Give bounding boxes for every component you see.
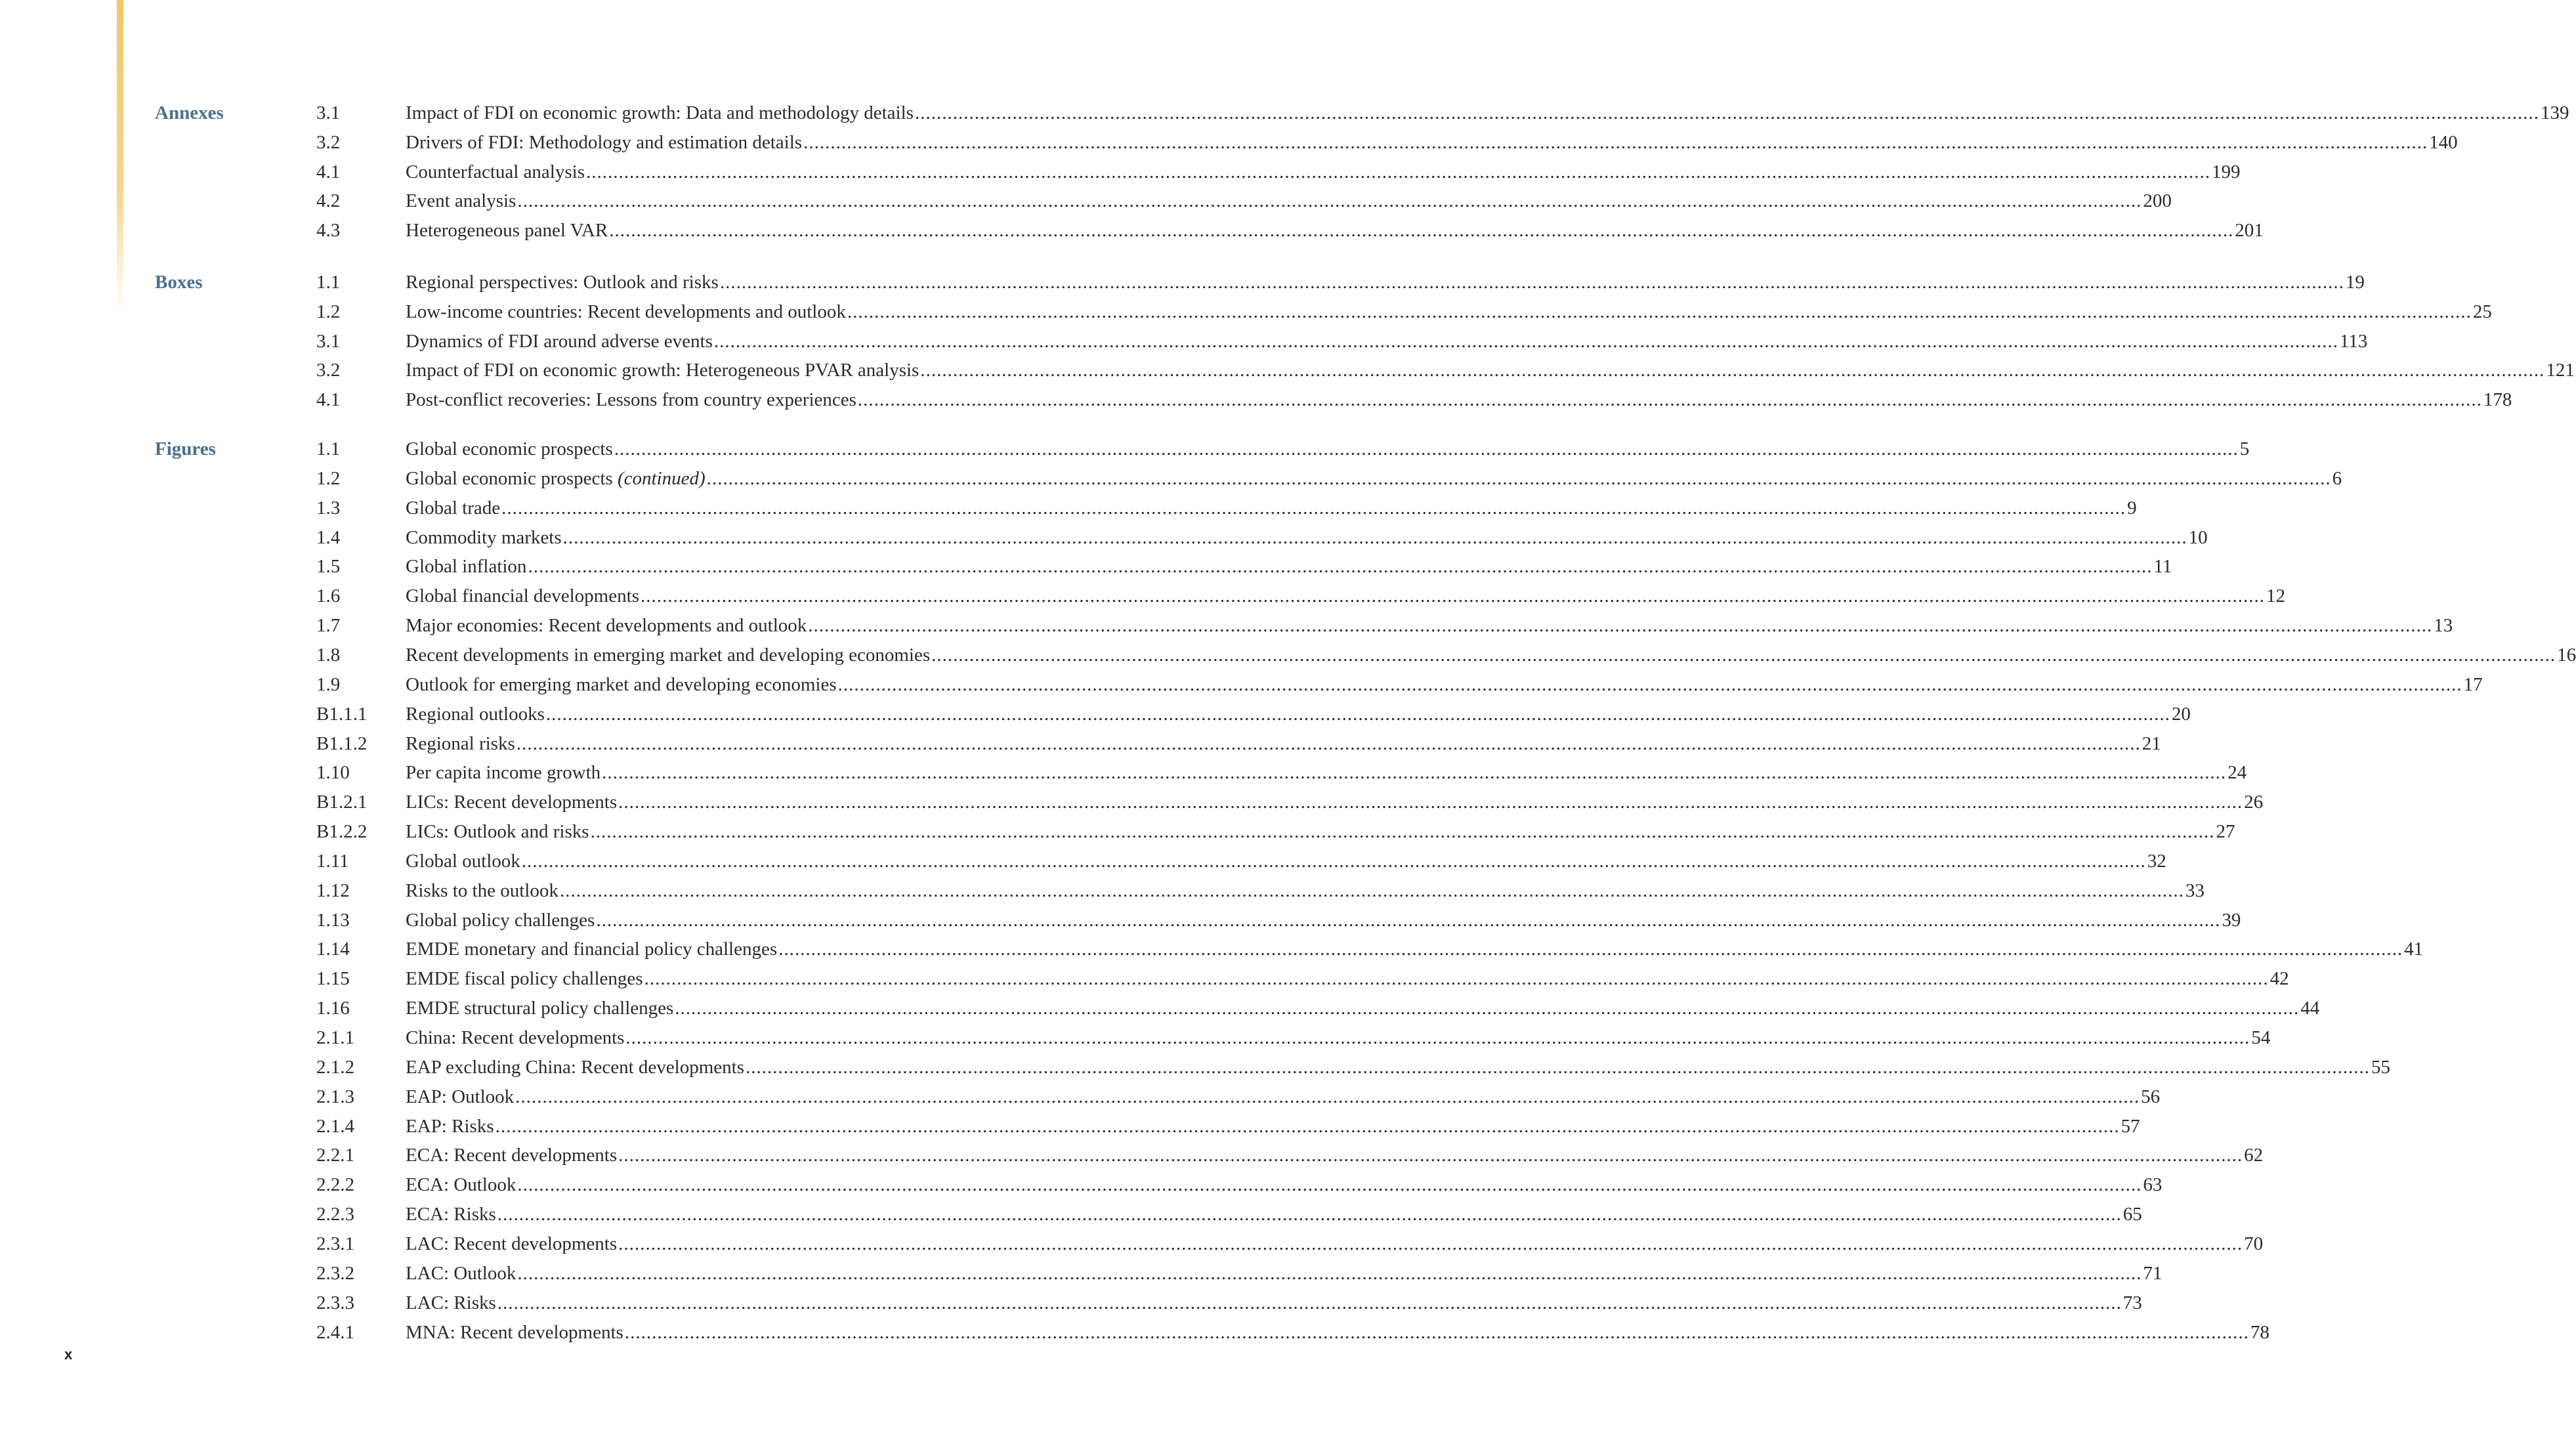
entry-number: B1.2.1 xyxy=(316,792,368,813)
entry-title xyxy=(406,1318,623,1348)
dot-leader: ............................................................................................................................................................................................................................................................................................................ xyxy=(596,909,2221,931)
entry-number: 1.12 xyxy=(316,880,350,901)
dot-leader: ............................................................................................................................................................................................................................................................................................................ xyxy=(517,1174,2142,1196)
entry-number: 1.3 xyxy=(316,497,341,519)
entry-title xyxy=(406,128,802,158)
entry-title-text: EAP: Outlook xyxy=(406,1086,515,1107)
entry-title xyxy=(406,964,643,994)
entry-number: 2.1.4 xyxy=(316,1115,354,1137)
dot-leader: ............................................................................................................................................................................................................................................................................................................ xyxy=(713,330,2338,352)
entry-page-number: 33 xyxy=(2185,880,2205,901)
entry-page-number: 11 xyxy=(2153,556,2172,578)
entry-page-number: 200 xyxy=(2143,190,2172,212)
dot-leader: ............................................................................................................................................................................................................................................................................................................ xyxy=(497,1292,2122,1313)
entry-page-number: 121 xyxy=(2546,360,2575,381)
entry-title xyxy=(406,1200,496,1229)
entry-title xyxy=(406,158,585,187)
entry-line xyxy=(406,1259,2163,1288)
toc-entry[interactable] xyxy=(0,186,2172,216)
entry-line xyxy=(406,1229,2264,1259)
entry-title-text: LAC: Outlook xyxy=(406,1262,517,1284)
entry-title xyxy=(406,523,562,553)
entry-line xyxy=(406,523,2208,553)
dot-leader: ............................................................................................................................................................................................................................................................................................................ xyxy=(706,467,2331,489)
entry-page-number: 54 xyxy=(2251,1027,2271,1048)
entry-page-number: 39 xyxy=(2222,909,2241,931)
entry-number: 1.11 xyxy=(316,850,349,872)
entry-number: 2.1.2 xyxy=(316,1056,354,1078)
dot-leader: ............................................................................................................................................................................................................................................................................................................ xyxy=(624,1321,2249,1343)
toc-entry[interactable] xyxy=(0,1259,2163,1288)
entry-number: 2.2.3 xyxy=(316,1204,354,1225)
toc-entry[interactable] xyxy=(0,1023,2271,1053)
toc-entry[interactable] xyxy=(0,158,2241,187)
toc-entry[interactable] xyxy=(0,670,2483,700)
entry-title-text: Global trade xyxy=(406,497,501,519)
entry-title-text: Dynamics of FDI around adverse events xyxy=(406,330,713,352)
entry-page-number: 65 xyxy=(2122,1204,2142,1225)
dot-leader: ............................................................................................................................................................................................................................................................................................................ xyxy=(517,1262,2142,1284)
entry-title-text: Commodity markets xyxy=(406,526,562,548)
entry-title xyxy=(406,1112,494,1141)
entry-number: 4.1 xyxy=(316,389,341,411)
entry-title xyxy=(406,729,515,759)
entry-line xyxy=(406,758,2247,788)
dot-leader: ............................................................................................................................................................................................................................................................................................................ xyxy=(559,880,2184,901)
entry-page-number: 16 xyxy=(2557,644,2576,666)
toc-entry[interactable] xyxy=(0,582,2285,611)
entry-title-text: EMDE structural policy challenges xyxy=(406,998,674,1019)
entry-line xyxy=(406,582,2285,611)
entry-title xyxy=(406,1023,624,1053)
entry-line xyxy=(406,327,2368,356)
entry-number: 3.1 xyxy=(316,330,341,352)
entry-page-number: 55 xyxy=(2371,1056,2390,1078)
entry-title-text: EMDE fiscal policy challenges xyxy=(406,968,643,990)
entry-number: 1.9 xyxy=(316,673,341,695)
dot-leader: ............................................................................................................................................................................................................................................................................................................ xyxy=(640,585,2265,607)
entry-title xyxy=(406,1053,744,1082)
entry-page-number: 56 xyxy=(2141,1086,2161,1107)
entry-page-number: 113 xyxy=(2339,330,2368,352)
entry-page-number: 139 xyxy=(2540,102,2569,123)
toc-entry[interactable] xyxy=(0,964,2289,994)
entry-page-number: 13 xyxy=(2434,615,2453,637)
entry-title-text: ECA: Risks xyxy=(406,1204,496,1225)
entry-title-text: LICs: Recent developments xyxy=(406,792,618,813)
entry-title-text: Global inflation xyxy=(406,556,527,578)
entry-title-text: Drivers of FDI: Methodology and estimation details xyxy=(406,131,803,153)
entry-title xyxy=(406,582,639,611)
entry-title-text: Post-conflict recoveries: Lessons from country experiences xyxy=(406,389,856,411)
entry-page-number: 44 xyxy=(2300,998,2320,1019)
entry-title xyxy=(406,847,520,876)
entry-title-text: Global financial developments xyxy=(406,585,639,607)
dot-leader: ............................................................................................................................................................................................................................................................................................................ xyxy=(521,850,2146,872)
entry-number: 1.1 xyxy=(316,438,341,459)
entry-title xyxy=(406,356,919,385)
dot-leader: ............................................................................................................................................................................................................................................................................................................ xyxy=(920,360,2545,381)
toc-entry[interactable] xyxy=(0,464,2342,494)
dot-leader: ............................................................................................................................................................................................................................................................................................................ xyxy=(644,968,2269,990)
entry-title xyxy=(406,641,930,670)
entry-number: 4.1 xyxy=(316,161,341,182)
entry-title-text: Global economic prospects xyxy=(406,467,613,489)
toc-entry[interactable] xyxy=(0,817,2235,847)
entry-line xyxy=(406,1200,2142,1229)
entry-number: 1.8 xyxy=(316,644,341,666)
entry-line xyxy=(406,435,2250,464)
entry-page-number: 27 xyxy=(2216,821,2235,843)
entry-line xyxy=(406,729,2161,759)
entry-title xyxy=(406,817,589,847)
entry-number: 1.6 xyxy=(316,585,341,607)
entry-line xyxy=(406,847,2166,876)
entry-number: 1.4 xyxy=(316,526,341,548)
entry-line xyxy=(406,670,2483,700)
entry-line xyxy=(406,1170,2163,1200)
entry-page-number: 26 xyxy=(2244,792,2264,813)
toc-entry[interactable] xyxy=(0,327,2368,356)
entry-title xyxy=(406,435,613,464)
toc-entry[interactable] xyxy=(0,1082,2161,1112)
entry-line xyxy=(406,297,2492,327)
entry-number: 2.3.1 xyxy=(316,1233,354,1254)
dot-leader: ............................................................................................................................................................................................................................................................................................................ xyxy=(562,526,2187,548)
entry-line xyxy=(406,186,2172,216)
dot-leader: ............................................................................................................................................................................................................................................................................................................ xyxy=(618,1233,2243,1254)
dot-leader: ............................................................................................................................................................................................................................................................................................................ xyxy=(495,1115,2120,1137)
entry-title xyxy=(406,906,595,935)
entry-number: 2.2.2 xyxy=(316,1174,354,1196)
toc-entry[interactable] xyxy=(0,523,2208,553)
entry-number: 4.2 xyxy=(316,190,341,212)
dot-leader: ............................................................................................................................................................................................................................................................................................................ xyxy=(618,792,2243,813)
dot-leader: ............................................................................................................................................................................................................................................................................................................ xyxy=(847,301,2472,322)
dot-leader: ............................................................................................................................................................................................................................................................................................................ xyxy=(586,161,2210,182)
entry-line xyxy=(406,268,2365,297)
entry-title xyxy=(406,1082,514,1112)
entry-page-number: 41 xyxy=(2404,939,2424,960)
entry-title xyxy=(406,788,617,817)
entry-title xyxy=(406,464,706,494)
entry-line xyxy=(406,98,2569,128)
entry-title xyxy=(406,876,559,906)
entry-title xyxy=(406,98,914,128)
entry-page-number: 63 xyxy=(2143,1174,2163,1196)
entry-title-text: China: Recent developments xyxy=(406,1027,625,1048)
entry-page-number: 57 xyxy=(2121,1115,2140,1137)
entry-title xyxy=(406,1259,516,1288)
dot-leader: ............................................................................................................................................................................................................................................................................................................ xyxy=(719,272,2344,293)
entry-number: 3.2 xyxy=(316,131,341,153)
entry-title xyxy=(406,700,545,729)
entry-number: 1.13 xyxy=(316,909,350,931)
entry-title xyxy=(406,1288,496,1318)
entry-title-text: Regional risks xyxy=(406,733,515,754)
entry-line xyxy=(406,552,2172,582)
toc-entry[interactable] xyxy=(0,494,2137,523)
entry-page-number: 201 xyxy=(2235,220,2264,242)
toc-entry[interactable] xyxy=(0,297,2492,327)
toc-entry[interactable] xyxy=(0,268,2365,297)
entry-title xyxy=(406,670,837,700)
entry-line xyxy=(406,1141,2264,1170)
entry-number: 1.5 xyxy=(316,556,341,578)
dot-leader: ............................................................................................................................................................................................................................................................................................................ xyxy=(618,1145,2243,1166)
entry-title-text: EAP: Risks xyxy=(406,1115,494,1137)
entry-title-text: EAP excluding China: Recent developments xyxy=(406,1056,744,1078)
entry-title-text: Regional perspectives: Outlook and risks xyxy=(406,272,719,293)
entry-number: 1.1 xyxy=(316,272,341,293)
entry-line xyxy=(406,494,2137,523)
entry-title-text: LAC: Risks xyxy=(406,1292,496,1313)
toc-entry[interactable] xyxy=(0,641,2576,670)
entry-title-text: Impact of FDI on economic growth: Data and methodology details xyxy=(406,102,914,123)
entry-number: 1.14 xyxy=(316,939,350,960)
entry-title-text: Risks to the outlook xyxy=(406,880,559,901)
entry-page-number: 62 xyxy=(2244,1145,2264,1166)
toc-entry[interactable] xyxy=(0,216,2264,245)
entry-page-number: 73 xyxy=(2122,1292,2142,1313)
dot-leader: ............................................................................................................................................................................................................................................................................................................ xyxy=(857,389,2482,411)
entry-line xyxy=(406,356,2575,385)
toc-entry[interactable] xyxy=(0,356,2575,385)
dot-leader: ............................................................................................................................................................................................................................................................................................................ xyxy=(516,733,2141,754)
entry-page-number: 19 xyxy=(2345,272,2365,293)
entry-title xyxy=(406,935,777,964)
entry-line xyxy=(406,216,2264,245)
toc-entry[interactable] xyxy=(0,1288,2142,1318)
entry-title xyxy=(406,297,846,327)
entry-number: B1.2.2 xyxy=(316,821,368,843)
dot-leader: ............................................................................................................................................................................................................................................................................................................ xyxy=(497,1204,2122,1225)
dot-leader: ............................................................................................................................................................................................................................................................................................................ xyxy=(745,1056,2370,1078)
entry-page-number: 10 xyxy=(2188,526,2208,548)
entry-title-text: Low-income countries: Recent developments and outlook xyxy=(406,301,846,322)
entry-line xyxy=(406,611,2453,641)
entry-title xyxy=(406,494,500,523)
dot-leader: ............................................................................................................................................................................................................................................................................................................ xyxy=(808,615,2433,637)
toc-entry[interactable] xyxy=(0,700,2191,729)
toc-entry[interactable] xyxy=(0,1200,2142,1229)
entry-line xyxy=(406,935,2424,964)
entry-line xyxy=(406,385,2512,415)
entry-page-number: 42 xyxy=(2270,968,2289,990)
entry-number: 3.1 xyxy=(316,102,341,123)
entry-title xyxy=(406,552,526,582)
entry-line xyxy=(406,1053,2390,1082)
entry-line xyxy=(406,906,2241,935)
entry-title-text: Event analysis xyxy=(406,190,517,212)
toc-entry[interactable] xyxy=(0,1141,2264,1170)
toc-entry[interactable] xyxy=(0,935,2424,964)
entry-title xyxy=(406,216,608,245)
entry-number: 1.16 xyxy=(316,998,350,1019)
toc-entry[interactable] xyxy=(0,1053,2390,1082)
dot-leader: ............................................................................................................................................................................................................................................................................................................ xyxy=(590,821,2215,843)
entry-number: 2.2.1 xyxy=(316,1145,354,1166)
entry-page-number: 12 xyxy=(2266,585,2285,607)
dot-leader: ............................................................................................................................................................................................................................................................................................................ xyxy=(675,998,2300,1019)
entry-line xyxy=(406,964,2289,994)
entry-title-text: Outlook for emerging market and developing economies xyxy=(406,673,837,695)
entry-number: 2.3.2 xyxy=(316,1262,354,1284)
entry-number: 3.2 xyxy=(316,360,341,381)
entry-number: 2.1.1 xyxy=(316,1027,354,1048)
toc-entry[interactable] xyxy=(0,847,2166,876)
entry-title-text: LAC: Recent developments xyxy=(406,1233,618,1254)
entry-title-text: Global outlook xyxy=(406,850,520,872)
entry-title-text: Per capita income growth xyxy=(406,762,601,784)
entry-title xyxy=(406,994,673,1023)
entry-title-text: Recent developments in emerging market and developing economies xyxy=(406,644,931,666)
entry-line xyxy=(406,817,2235,847)
entry-line xyxy=(406,1082,2161,1112)
dot-leader: ............................................................................................................................................................................................................................................................................................................ xyxy=(931,644,2556,666)
entry-page-number: 20 xyxy=(2171,703,2191,725)
section-heading: Annexes xyxy=(155,102,224,123)
entry-line xyxy=(406,641,2576,670)
entry-line xyxy=(406,128,2458,158)
entry-page-number: 178 xyxy=(2483,389,2512,411)
section-heading: Figures xyxy=(155,438,216,459)
entry-line xyxy=(406,1288,2142,1318)
entry-title-text: Impact of FDI on economic growth: Heterogeneous PVAR analysis xyxy=(406,360,919,381)
entry-page-number: 17 xyxy=(2463,673,2483,695)
entry-line xyxy=(406,788,2264,817)
entry-page-number: 140 xyxy=(2429,131,2458,153)
entry-number: 1.15 xyxy=(316,968,350,990)
dot-leader: ............................................................................................................................................................................................................................................................................................................ xyxy=(614,438,2239,459)
entry-line xyxy=(406,1112,2140,1141)
entry-title-text: Regional outlooks xyxy=(406,703,545,725)
entry-title xyxy=(406,1229,617,1259)
entry-title xyxy=(406,385,856,415)
dot-leader: ............................................................................................................................................................................................................................................................................................................ xyxy=(837,673,2462,695)
entry-title xyxy=(406,268,719,297)
toc-entry[interactable] xyxy=(0,128,2458,158)
entry-number: B1.1.1 xyxy=(316,703,368,725)
page-folio: x xyxy=(64,1346,73,1363)
entry-line xyxy=(406,1023,2271,1053)
entry-title-suffix: (continued) xyxy=(617,467,706,489)
dot-leader: ............................................................................................................................................................................................................................................................................................................ xyxy=(602,762,2227,784)
entry-number: 1.10 xyxy=(316,762,350,784)
toc-entry[interactable] xyxy=(0,1229,2264,1259)
entry-title-text: ECA: Outlook xyxy=(406,1174,517,1196)
entry-title xyxy=(406,1170,516,1200)
dot-leader: ............................................................................................................................................................................................................................................................................................................ xyxy=(545,703,2170,725)
entry-page-number: 9 xyxy=(2127,497,2137,519)
entry-number: B1.1.2 xyxy=(316,733,368,754)
entry-page-number: 70 xyxy=(2244,1233,2264,1254)
entry-title xyxy=(406,758,601,788)
entry-title-text: Global economic prospects xyxy=(406,438,613,459)
entry-line xyxy=(406,464,2342,494)
toc-entry[interactable] xyxy=(0,1170,2163,1200)
dot-leader: ............................................................................................................................................................................................................................................................................................................ xyxy=(528,556,2153,578)
dot-leader: ............................................................................................................................................................................................................................................................................................................ xyxy=(803,131,2428,153)
toc-entry[interactable] xyxy=(0,435,2250,464)
entry-title-text: Heterogeneous panel VAR xyxy=(406,220,608,242)
entry-page-number: 21 xyxy=(2142,733,2161,754)
toc-entry[interactable] xyxy=(0,994,2320,1023)
toc-entry[interactable] xyxy=(0,729,2161,759)
entry-page-number: 24 xyxy=(2228,762,2247,784)
toc-entry[interactable] xyxy=(0,1112,2140,1141)
entry-title-text: Global policy challenges xyxy=(406,909,595,931)
toc-entry[interactable] xyxy=(0,906,2241,935)
entry-line xyxy=(406,876,2205,906)
entry-page-number: 71 xyxy=(2143,1262,2163,1284)
entry-title-text: LICs: Outlook and risks xyxy=(406,821,589,843)
entry-number: 2.1.3 xyxy=(316,1086,354,1107)
entry-title-text: Major economies: Recent developments and outlook xyxy=(406,615,807,637)
entry-number: 1.2 xyxy=(316,467,341,489)
entry-number: 1.2 xyxy=(316,301,341,322)
entry-number: 4.3 xyxy=(316,220,341,242)
entry-page-number: 25 xyxy=(2472,301,2492,322)
dot-leader: ............................................................................................................................................................................................................................................................................................................ xyxy=(515,1086,2140,1107)
toc-entry[interactable] xyxy=(0,758,2247,788)
entry-number: 1.7 xyxy=(316,615,341,637)
toc-entry[interactable] xyxy=(0,385,2512,415)
entry-title-text: ECA: Recent developments xyxy=(406,1145,618,1166)
entry-title-text: MNA: Recent developments xyxy=(406,1321,623,1343)
entry-line xyxy=(406,994,2320,1023)
toc-entry[interactable] xyxy=(0,611,2453,641)
dot-leader: ............................................................................................................................................................................................................................................................................................................ xyxy=(609,220,2234,242)
entry-page-number: 5 xyxy=(2239,438,2250,459)
entry-number: 2.4.1 xyxy=(316,1321,354,1343)
toc-entry[interactable] xyxy=(0,552,2172,582)
entry-line xyxy=(406,700,2191,729)
entry-line xyxy=(406,158,2241,187)
dot-leader: ............................................................................................................................................................................................................................................................................................................ xyxy=(517,190,2142,212)
entry-page-number: 32 xyxy=(2147,850,2166,872)
dot-leader: ............................................................................................................................................................................................................................................................................................................ xyxy=(914,102,2539,123)
entry-title xyxy=(406,611,807,641)
entry-page-number: 6 xyxy=(2332,467,2342,489)
dot-leader: ............................................................................................................................................................................................................................................................................................................ xyxy=(501,497,2126,519)
section-heading: Boxes xyxy=(155,272,203,293)
toc-entry[interactable] xyxy=(0,876,2205,906)
entry-title-text: EMDE monetary and financial policy challenges xyxy=(406,939,778,960)
entry-page-number: 78 xyxy=(2250,1321,2270,1343)
entry-line xyxy=(406,1318,2270,1348)
toc-entry[interactable] xyxy=(0,788,2264,817)
entry-title-text: Counterfactual analysis xyxy=(406,161,585,182)
toc-entry[interactable] xyxy=(0,1318,2270,1348)
dot-leader: ............................................................................................................................................................................................................................................................................................................ xyxy=(778,939,2403,960)
entry-title xyxy=(406,1141,617,1170)
entry-page-number: 199 xyxy=(2212,161,2241,182)
entry-number: 2.3.3 xyxy=(316,1292,354,1313)
entry-title xyxy=(406,327,713,356)
entry-title xyxy=(406,186,516,216)
toc-entry[interactable] xyxy=(0,98,2569,128)
dot-leader: ............................................................................................................................................................................................................................................................................................................ xyxy=(625,1027,2250,1048)
